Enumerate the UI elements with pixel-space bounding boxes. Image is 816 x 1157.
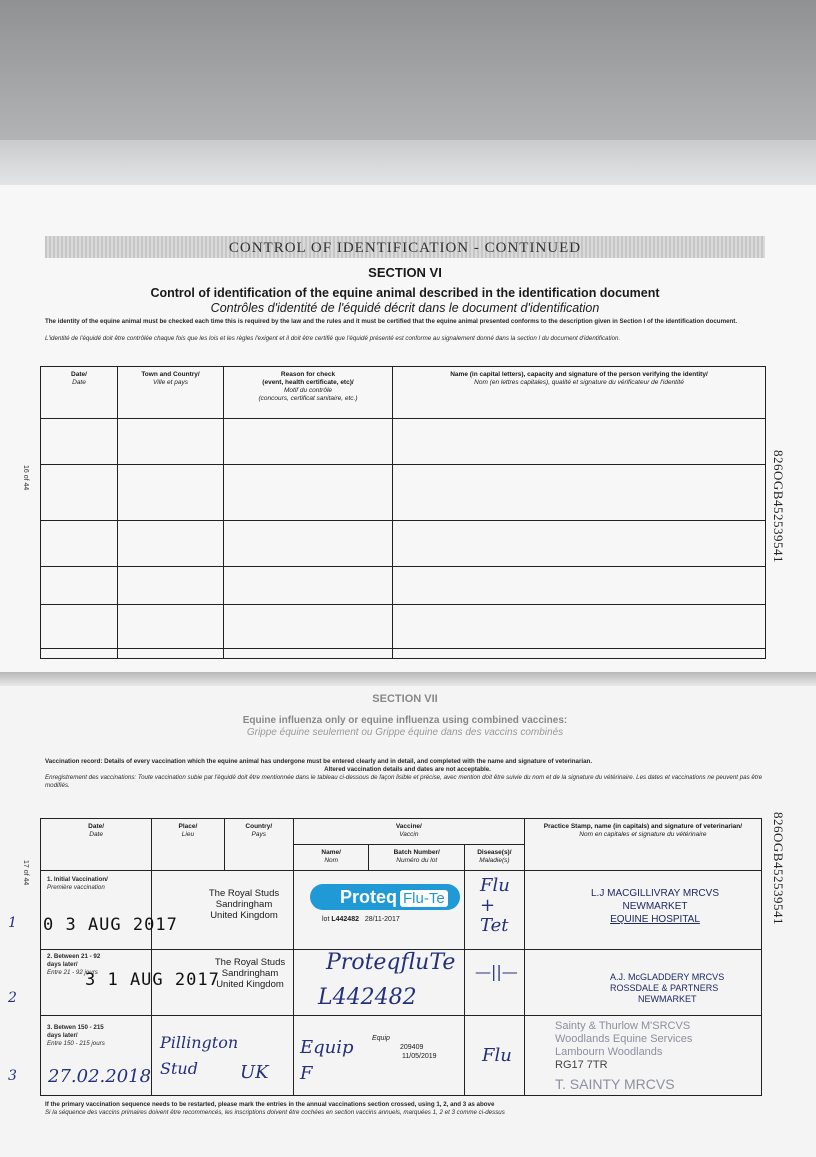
table-row [41,419,766,465]
table-row [41,649,766,659]
col-disease: Disease(s)/ Maladie(s) [464,845,524,871]
col-date: Date/ Date [41,367,118,419]
row2-disease: —||— [475,962,518,981]
section-vi-intro: The identity of the equine animal must be checked each time this is required by the law and the rules and it must be certified that the equine animal presented conforms to the description given in Section I of the identification document. [45,318,738,325]
col-town: Town and Country/ Ville et pays [118,367,224,419]
col-reason: Reason for check (event, health certificate, etc)/ Motif du contrôle (concours, certificat sanitaire, etc.) [224,367,393,419]
table-row [41,567,766,605]
row1-place: The Royal Studs Sandringham United Kingdom [208,888,280,921]
page-number-top: 16 of 44 [22,465,29,491]
row3-place: Pillington Stud [160,1033,239,1078]
margin-number-2: 2 [8,990,17,1006]
row2-vaccine: ProteqfluTe [326,950,456,975]
section-banner: CONTROL OF IDENTIFICATION - CONTINUED [228,240,582,256]
row2-label: 2. Between 21 - 92 days later/ Entre 21 - 92 jours [47,953,101,976]
row3-batch: Equip 209409 11/05/2019 [372,1035,437,1060]
section-vii-heading: SECTION VII [372,693,438,705]
section-vii-intro-fr: Enregistrement des vaccinations: Toute vaccination subie par l'équidé doit être mentionnée dans le tableau ci-dessous de façon lisible et précise, avec mention doit être suivie du nom et de la signature du vétérinaire. Les dates et vaccinations ne peuvent pas être modifiés. [45,774,763,789]
scanner-edge [0,140,816,190]
identity-check-table [40,366,766,659]
section-vi-heading: SECTION VI [368,265,442,280]
row3-vaccine: Equip F [300,1037,354,1084]
section-vii-intro: Vaccination record: Details of every vaccination which the equine animal has undergone must be entered clearly and in detail, and completed with the name and signature of veterinarian. [45,758,593,765]
col-vaccine-name: Name/ Nom [293,845,369,871]
row3-vet-stamp: Sainty & Thurlow M'SRCVS Woodlands Equine Services Lambourn Woodlands RG17 7TR T. SAINTY MRCVS [555,1020,693,1092]
col-vaccine: Vaccine/ Vaccin [293,819,524,845]
section-vii-title-fr: Grippe équine seulement ou Grippe équine dans des vaccins combinés [246,727,564,738]
page-number-bottom: 17 of 44 [22,860,29,886]
footer-note-fr: Si la séquence des vaccins primaires doivent être recommencés, les inscriptions doivent être cochées en section vaccins annuels, marquées 1, 2 et 3 comme ci-dessus [45,1109,505,1116]
passport-id-top: 826OGB452539541 [771,450,786,563]
row1-vet-stamp: L.J MACGILLIVRAY MRCVS NEWMARKET EQUINE HOSPITAL [591,888,719,925]
row3-country: UK [240,1062,269,1083]
col-country: Country/ Pays [224,819,293,871]
row3-date: 27.02.2018 [48,1066,152,1087]
table-row [41,465,766,521]
row3-disease: Flu [482,1045,512,1066]
row1-batch: lot L442482 28/11-2017 [322,916,400,923]
row2-place: The Royal Studs Sandringham United Kingdom [214,957,286,990]
table-row [41,521,766,567]
col-place: Place/ Lieu [152,819,224,871]
passport-id-bottom: 826OGB452539541 [771,812,786,925]
footer-note: If the primary vaccination sequence needs to be restarted, please mark the entries in the annual vaccinations section crossed, using 1, 2, and 3 as above [45,1101,495,1108]
col-stamp: Practice Stamp, name (in capitals) and signature of veterinarian/ Nom en capitales et signature du vétérinaire [524,819,761,871]
row1-disease: Flu + Tet [480,875,510,936]
margin-number-3: 3 [8,1068,17,1084]
section-vi-title: Control of identification of the equine animal described in the identification document [150,286,660,300]
row2-batch: L442482 [318,985,417,1010]
row1-vaccine-label: Proteq Flu-Te [310,884,460,910]
row3-label: 3. Betwen 150 - 215 days later/ Entre 150 - 215 jours [47,1024,105,1047]
row2-vet-stamp: A.J. McGLADDERY MRCVS ROSSDALE & PARTNERS NEWMARKET [610,972,725,1004]
section-vi-intro-fr: L'identité de l'équidé doit être contrôlée chaque fois que les lois et les règles l'exigent et il doit être certifié que l'équidé présenté est conforme au signalement donné dans la section I du document d'identification. [45,335,621,342]
section-vi-title-fr: Contrôles d'identité de l'équidé décrit dans le document d'identification [210,301,600,315]
row2-date: 3 1 AUG 2017 [85,970,220,990]
margin-number-1: 1 [8,915,17,931]
table-row [41,605,766,649]
section-vii-intro-2: Altered vaccination details and dates are not acceptable. [324,766,491,773]
col-verifier: Name (in capital letters), capacity and signature of the person verifying the identity/ Nom (en lettres capitales), qualité et signature du vérificateur de l'identité [393,367,766,419]
section-vii-title: Equine influenza only or equine influenza using combined vaccines: [242,715,568,726]
page-fold [0,672,816,686]
col-batch: Batch Number/ Numéro du lot [369,845,465,871]
col-vacc-date: Date/ Date [41,819,152,871]
row1-label: 1. Initial Vaccination/ Première vaccination [47,876,108,891]
row1-date: 0 3 AUG 2017 [43,915,178,935]
scanner-background [0,0,816,150]
